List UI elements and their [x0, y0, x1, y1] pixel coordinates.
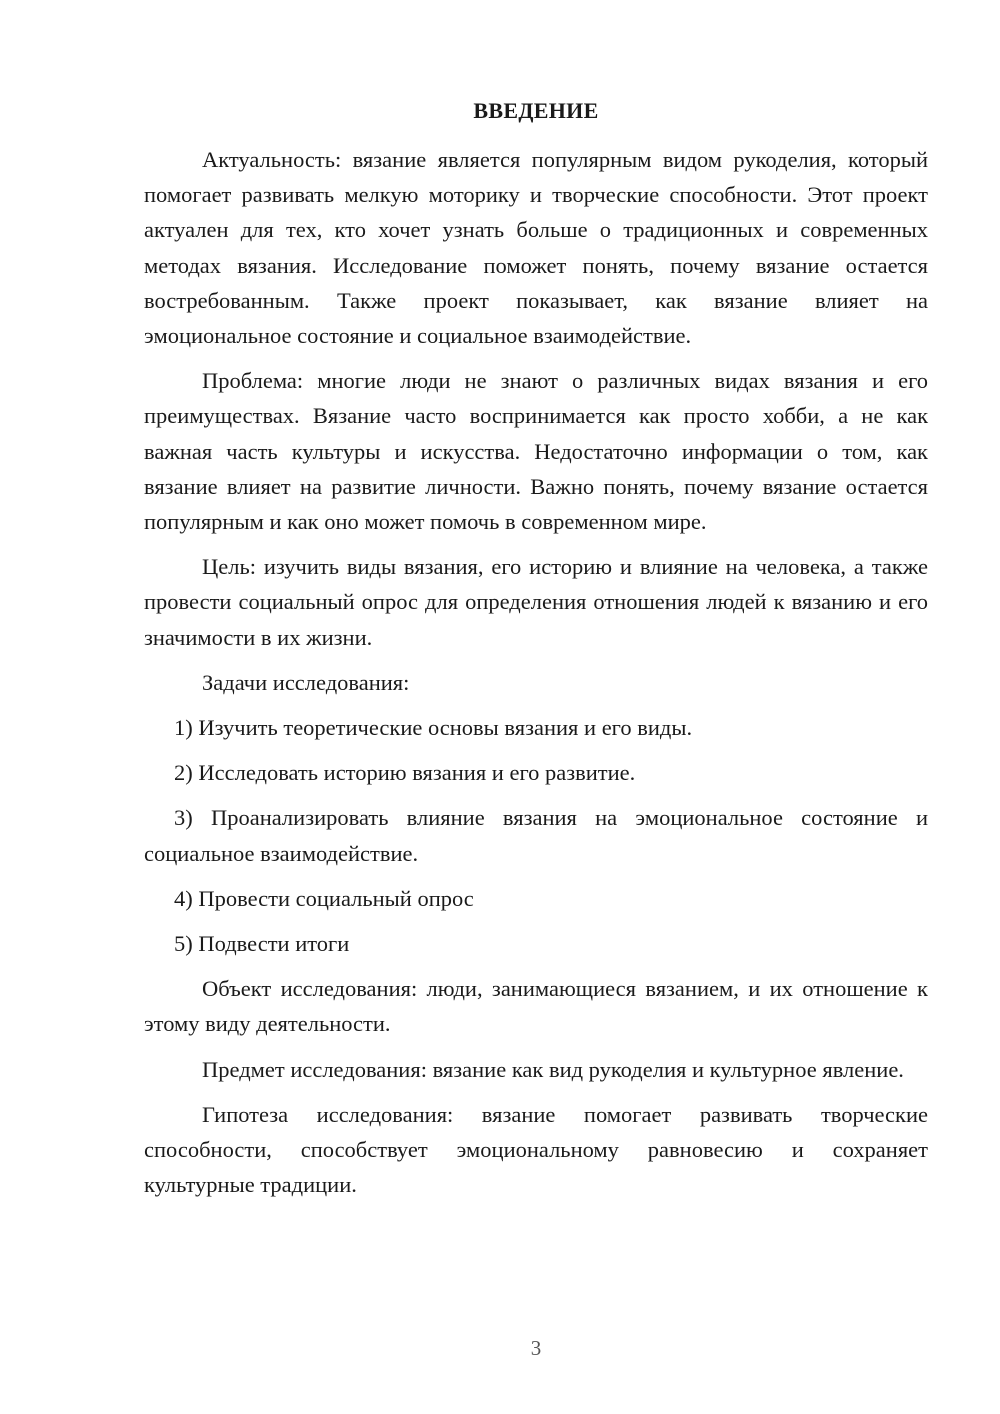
paragraph-tasks-heading: Задачи исследования: — [202, 669, 410, 695]
task-item-1: 1) Изучить теоретические основы вязания и его виды. — [174, 715, 693, 741]
paragraph-goal: Цель: изучить виды вязания, его историю и влияние на человека, а также провести социальный опрос для определения отношения людей к вязанию и его значимости в их жизни. — [144, 554, 928, 650]
paragraph-object: Объект исследования: люди, занимающиеся вязанием, и их отношение к этому виду деятельности. — [144, 976, 928, 1037]
page-title: ВВЕДЕНИЕ — [473, 98, 599, 123]
page-number: 3 — [530, 1336, 542, 1360]
task-item-2: 2) Исследовать историю вязания и его развитие. — [174, 760, 636, 786]
task-item-4: 4) Провести социальный опрос — [174, 885, 474, 911]
paragraph-relevance: Актуальность: вязание является популярным видом рукоделия, который помогает развивать мелкую моторику и творческие способности. Этот проект актуален для тех, кто хочет узнать больше о традиционных и современных методах вязания. Исследование поможет понять, почему вязание остается востребованным. Также проект показывает, как вязание влияет на эмоциональное состояние и социальное взаимодействие. — [144, 147, 928, 349]
task-item-5: 5) Подвести итоги — [174, 931, 350, 957]
task-item-3: 3) Проанализировать влияние вязания на эмоциональное состояние и социальное взаимодействие. — [144, 805, 928, 866]
paragraph-hypothesis: Гипотеза исследования: вязание помогает развивать творческие способности, способствует эмоциональному равновесию и сохраняет культурные традиции. — [144, 1101, 928, 1198]
document-body — [144, 142, 928, 1202]
paragraph-subject: Предмет исследования: вязание как вид рукоделия и культурное явление. — [202, 1056, 904, 1082]
paragraph-problem: Проблема: многие люди не знают о различных видах вязания и его преимуществах. Вязание часто воспринимается как просто хобби, а не как важная часть культуры и искусства. Недостаточно информации о том, как вязание влияет на развитие личности. Важно понять, почему вязание остается популярным и как оно может помочь в современном мире. — [144, 368, 928, 535]
